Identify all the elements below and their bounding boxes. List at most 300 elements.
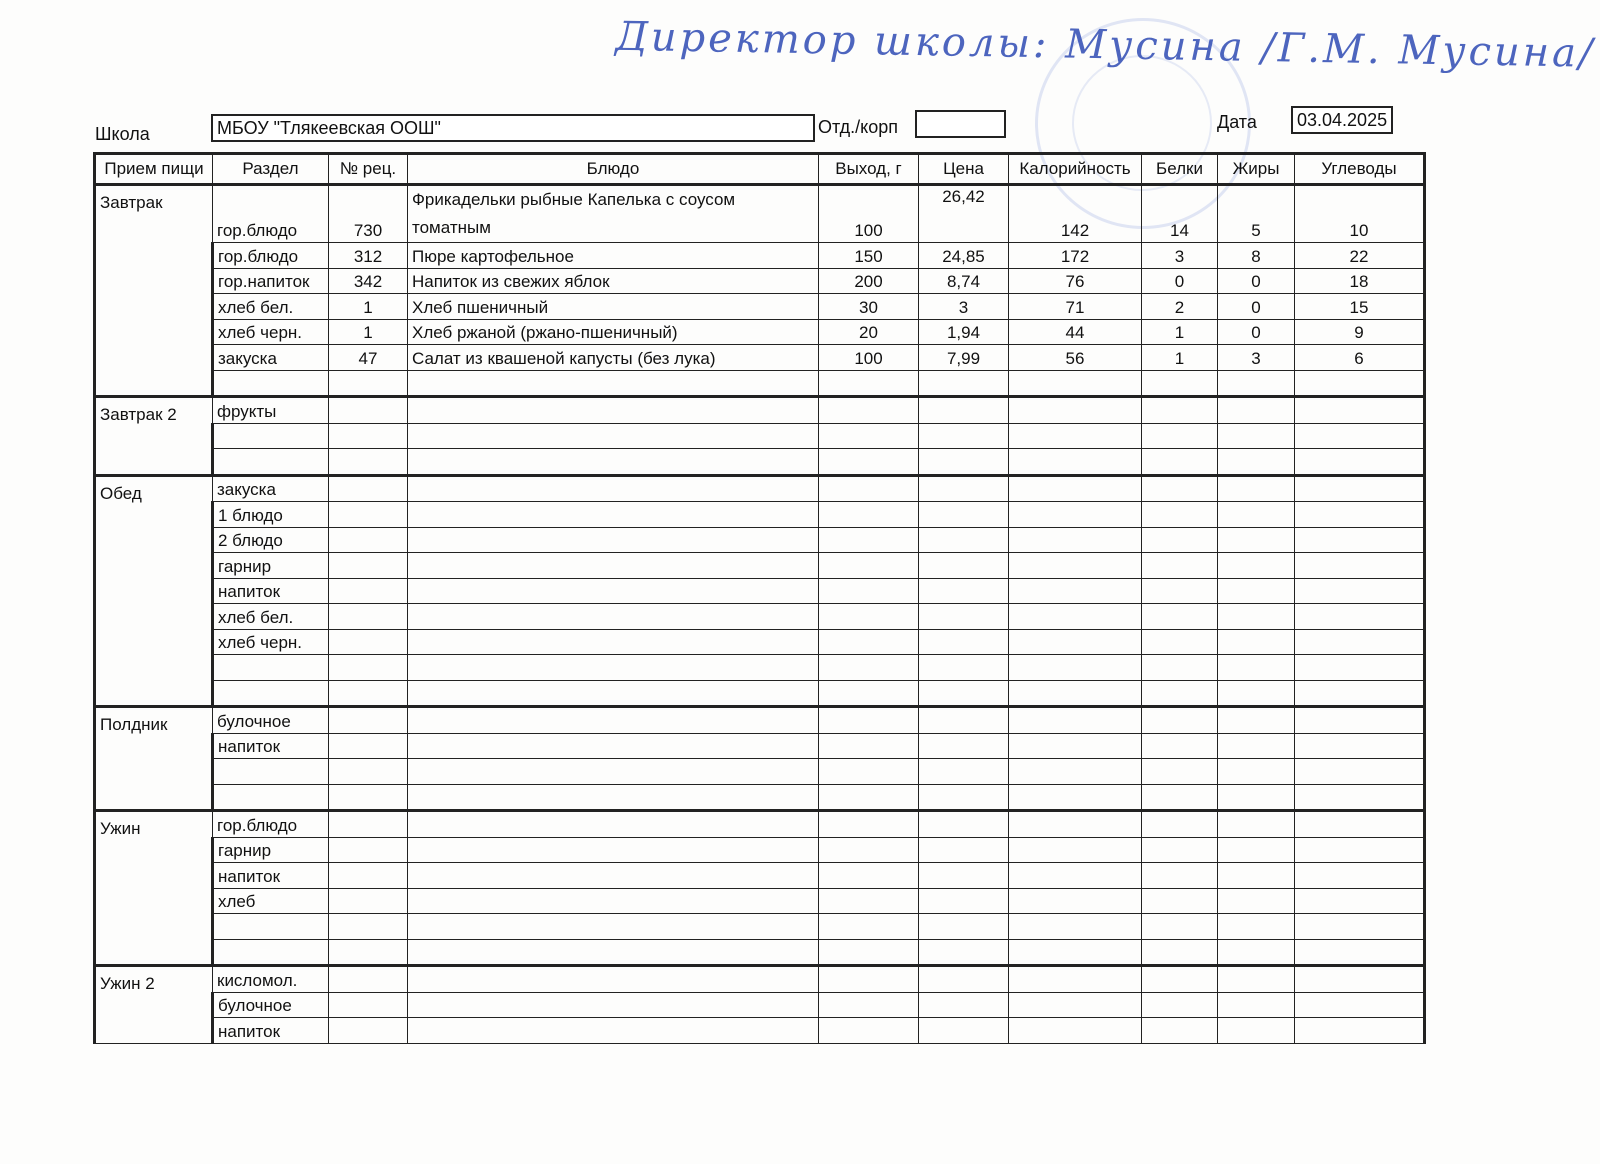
fat-cell [1218,397,1295,424]
price-cell [919,914,1009,940]
recipe-cell: 342 [329,268,408,294]
col-dish: Блюдо [408,154,819,185]
calories-cell [1009,837,1142,863]
table-row [95,578,1425,604]
protein-cell [1142,553,1218,579]
calories-cell: 44 [1009,319,1142,345]
fat-cell: 5 [1218,185,1295,243]
dish-cell [408,939,819,966]
protein-cell [1142,837,1218,863]
recipe-cell [329,863,408,889]
calories-cell [1009,475,1142,502]
price-cell [919,370,1009,397]
section-cell: гарнир [213,837,329,863]
carbs-cell [1295,370,1425,397]
output-cell [819,680,919,707]
fat-cell [1218,655,1295,681]
director-signature: Директор школы: Мусина /Г.М. Мусина/ [614,13,1596,77]
protein-cell: 14 [1142,185,1218,243]
table-row [95,243,1425,269]
table-row [95,811,1425,838]
protein-cell [1142,502,1218,528]
table-row [95,294,1425,320]
output-cell [819,449,919,476]
section-cell: хлеб бел. [213,294,329,320]
table-row [95,345,1425,371]
recipe-cell [329,475,408,502]
dish-cell: Пюре картофельное [408,243,819,269]
price-cell [919,733,1009,759]
protein-cell [1142,578,1218,604]
recipe-cell: 730 [329,185,408,243]
dish-cell [408,502,819,528]
date-label: Дата [1217,112,1257,132]
table-row [95,863,1425,889]
output-cell [819,370,919,397]
carbs-cell [1295,475,1425,502]
calories-cell [1009,759,1142,785]
output-cell: 100 [819,185,919,243]
output-cell [819,502,919,528]
carbs-cell: 15 [1295,294,1425,320]
output-cell: 100 [819,345,919,371]
dish-cell: Салат из квашеной капусты (без лука) [408,345,819,371]
carbs-cell [1295,888,1425,914]
table-row [95,370,1425,397]
section-cell: гор.напиток [213,268,329,294]
table-row [95,1018,1425,1044]
calories-cell [1009,939,1142,966]
price-cell [919,553,1009,579]
section-cell: хлеб бел. [213,604,329,630]
carbs-cell [1295,1018,1425,1044]
calories-cell [1009,655,1142,681]
dish-cell [408,475,819,502]
table-row [95,502,1425,528]
recipe-cell: 47 [329,345,408,371]
section-cell [213,449,329,476]
output-cell [819,888,919,914]
recipe-cell [329,733,408,759]
section-cell: кисломол. [213,966,329,993]
dish-cell [408,604,819,630]
price-cell [919,502,1009,528]
section-cell: закуска [213,475,329,502]
protein-cell [1142,784,1218,811]
table-row [95,604,1425,630]
carbs-cell [1295,553,1425,579]
table-row [95,759,1425,785]
carbs-cell [1295,837,1425,863]
table-row [95,733,1425,759]
section-cell [213,423,329,449]
protein-cell [1142,863,1218,889]
protein-cell [1142,939,1218,966]
price-cell [919,811,1009,838]
dish-cell: Напиток из свежих яблок [408,268,819,294]
recipe-cell [329,707,408,734]
recipe-cell [329,914,408,940]
fat-cell [1218,863,1295,889]
output-cell [819,992,919,1018]
output-cell [819,527,919,553]
carbs-cell [1295,939,1425,966]
recipe-cell [329,784,408,811]
output-cell [819,784,919,811]
price-cell: 26,42 [919,185,1009,243]
price-cell [919,655,1009,681]
output-cell [819,629,919,655]
col-recipe: № рец. [329,154,408,185]
recipe-cell: 312 [329,243,408,269]
dish-cell [408,733,819,759]
fat-cell: 0 [1218,294,1295,320]
protein-cell [1142,397,1218,424]
recipe-cell [329,397,408,424]
table-row [95,527,1425,553]
col-price: Цена [919,154,1009,185]
output-cell: 150 [819,243,919,269]
dish-cell [408,863,819,889]
recipe-cell [329,527,408,553]
section-cell [213,939,329,966]
output-cell: 200 [819,268,919,294]
output-cell [819,397,919,424]
recipe-cell [329,939,408,966]
carbs-cell [1295,502,1425,528]
protein-cell [1142,475,1218,502]
fat-cell [1218,759,1295,785]
fat-cell [1218,707,1295,734]
recipe-cell [329,655,408,681]
price-cell [919,939,1009,966]
fat-cell [1218,1018,1295,1044]
dish-cell [408,992,819,1018]
carbs-cell [1295,527,1425,553]
carbs-cell [1295,655,1425,681]
protein-cell: 1 [1142,319,1218,345]
fat-cell [1218,475,1295,502]
protein-cell [1142,527,1218,553]
section-cell: булочное [213,992,329,1018]
carbs-cell [1295,423,1425,449]
output-cell [819,553,919,579]
price-cell: 1,94 [919,319,1009,345]
protein-cell [1142,733,1218,759]
fat-cell [1218,423,1295,449]
carbs-cell [1295,966,1425,993]
dish-cell [408,784,819,811]
fat-cell: 0 [1218,319,1295,345]
table-row [95,423,1425,449]
recipe-cell [329,837,408,863]
protein-cell [1142,966,1218,993]
table-row [95,655,1425,681]
calories-cell [1009,863,1142,889]
price-cell: 24,85 [919,243,1009,269]
meal-cell: Ужин 2 [95,966,213,1044]
section-cell [213,914,329,940]
carbs-cell [1295,680,1425,707]
dish-cell [408,578,819,604]
section-cell: хлеб [213,888,329,914]
carbs-cell [1295,759,1425,785]
protein-cell: 1 [1142,345,1218,371]
output-cell [819,837,919,863]
table-row [95,707,1425,734]
output-cell: 20 [819,319,919,345]
calories-cell: 56 [1009,345,1142,371]
section-cell: фрукты [213,397,329,424]
calories-cell [1009,811,1142,838]
table-row [95,397,1425,424]
section-cell: хлеб черн. [213,629,329,655]
recipe-cell [329,449,408,476]
calories-cell [1009,604,1142,630]
price-cell [919,759,1009,785]
table-row [95,449,1425,476]
table-row [95,553,1425,579]
price-cell [919,527,1009,553]
price-cell [919,1018,1009,1044]
calories-cell: 76 [1009,268,1142,294]
dish-cell [408,707,819,734]
recipe-cell [329,578,408,604]
table-row [95,966,1425,993]
price-cell [919,629,1009,655]
dish-cell [408,914,819,940]
price-cell [919,966,1009,993]
calories-cell [1009,966,1142,993]
section-cell: 2 блюдо [213,527,329,553]
protein-cell [1142,655,1218,681]
menu-table [93,152,1426,1044]
dish-cell [408,397,819,424]
output-cell [819,733,919,759]
fat-cell [1218,449,1295,476]
calories-cell [1009,397,1142,424]
recipe-cell [329,502,408,528]
fat-cell [1218,370,1295,397]
protein-cell [1142,629,1218,655]
col-carbs: Углеводы [1295,154,1425,185]
price-cell [919,707,1009,734]
fat-cell [1218,914,1295,940]
meal-cell: Обед [95,475,213,707]
calories-cell [1009,1018,1142,1044]
carbs-cell [1295,992,1425,1018]
output-cell [819,759,919,785]
price-cell: 3 [919,294,1009,320]
dish-cell [408,811,819,838]
output-cell [819,578,919,604]
calories-cell [1009,707,1142,734]
dish-cell: Хлеб ржаной (ржано-пшеничный) [408,319,819,345]
dish-cell [408,680,819,707]
section-cell [213,784,329,811]
table-row [95,784,1425,811]
carbs-cell: 6 [1295,345,1425,371]
output-cell: 30 [819,294,919,320]
dish-cell: Фрикадельки рыбные Капелька с соусом томатным [408,185,819,243]
table-row [95,629,1425,655]
carbs-cell: 9 [1295,319,1425,345]
fat-cell [1218,966,1295,993]
calories-cell [1009,680,1142,707]
fat-cell [1218,604,1295,630]
fat-cell [1218,629,1295,655]
table-row [95,888,1425,914]
carbs-cell [1295,578,1425,604]
dish-cell [408,527,819,553]
calories-cell [1009,578,1142,604]
col-meal: Прием пищи [95,154,213,185]
price-cell [919,578,1009,604]
section-cell: булочное [213,707,329,734]
col-output: Выход, г [819,154,919,185]
school-name-field: МБОУ "Тлякеевская ООШ" [211,114,815,142]
section-cell: хлеб черн. [213,319,329,345]
carbs-cell [1295,449,1425,476]
price-cell [919,837,1009,863]
recipe-cell [329,604,408,630]
output-cell [819,1018,919,1044]
calories-cell [1009,449,1142,476]
protein-cell: 3 [1142,243,1218,269]
dish-cell [408,629,819,655]
dish-cell [408,655,819,681]
section-cell: 1 блюдо [213,502,329,528]
section-cell [213,680,329,707]
fat-cell [1218,733,1295,759]
protein-cell [1142,680,1218,707]
calories-cell [1009,733,1142,759]
output-cell [819,655,919,681]
recipe-cell [329,888,408,914]
fat-cell [1218,888,1295,914]
school-label: Школа [95,124,150,144]
carbs-cell [1295,629,1425,655]
section-cell: напиток [213,578,329,604]
protein-cell [1142,370,1218,397]
table-row [95,680,1425,707]
price-cell [919,863,1009,889]
dish-cell [408,370,819,397]
output-cell [819,811,919,838]
carbs-cell [1295,784,1425,811]
calories-cell [1009,992,1142,1018]
table-row [95,475,1425,502]
output-cell [819,939,919,966]
col-section: Раздел [213,154,329,185]
protein-cell: 2 [1142,294,1218,320]
section-cell: гарнир [213,553,329,579]
dish-cell [408,449,819,476]
calories-cell [1009,784,1142,811]
section-cell [213,370,329,397]
carbs-cell [1295,707,1425,734]
recipe-cell [329,423,408,449]
price-cell: 8,74 [919,268,1009,294]
protein-cell [1142,888,1218,914]
calories-cell [1009,502,1142,528]
calories-cell [1009,527,1142,553]
fat-cell [1218,784,1295,811]
department-label: Отд./корп [818,117,898,137]
output-cell [819,423,919,449]
fat-cell [1218,837,1295,863]
carbs-cell [1295,733,1425,759]
dish-cell [408,966,819,993]
protein-cell [1142,759,1218,785]
table-row [95,268,1425,294]
calories-cell: 142 [1009,185,1142,243]
col-protein: Белки [1142,154,1218,185]
output-cell [819,707,919,734]
dish-cell: Хлеб пшеничный [408,294,819,320]
recipe-cell [329,811,408,838]
protein-cell [1142,449,1218,476]
price-cell [919,475,1009,502]
section-cell: напиток [213,733,329,759]
price-cell [919,784,1009,811]
price-cell [919,992,1009,1018]
fat-cell [1218,680,1295,707]
fat-cell [1218,527,1295,553]
recipe-cell: 1 [329,294,408,320]
price-cell [919,888,1009,914]
protein-cell: 0 [1142,268,1218,294]
carbs-cell: 18 [1295,268,1425,294]
recipe-cell [329,966,408,993]
meal-cell: Полдник [95,707,213,811]
recipe-cell [329,992,408,1018]
fat-cell: 8 [1218,243,1295,269]
price-cell: 7,99 [919,345,1009,371]
meal-cell: Завтрак 2 [95,397,213,476]
table-row [95,992,1425,1018]
recipe-cell [329,759,408,785]
fat-cell [1218,553,1295,579]
price-cell [919,680,1009,707]
calories-cell: 172 [1009,243,1142,269]
protein-cell [1142,423,1218,449]
dish-cell [408,1018,819,1044]
table-row [95,319,1425,345]
recipe-cell [329,629,408,655]
calories-cell [1009,423,1142,449]
meal-cell: Ужин [95,811,213,966]
carbs-cell: 22 [1295,243,1425,269]
recipe-cell: 1 [329,319,408,345]
carbs-cell [1295,811,1425,838]
table-row [95,837,1425,863]
output-cell [819,966,919,993]
price-cell [919,449,1009,476]
meal-cell: Завтрак [95,185,213,397]
calories-cell: 71 [1009,294,1142,320]
calories-cell [1009,553,1142,579]
protein-cell [1142,992,1218,1018]
section-cell [213,759,329,785]
section-cell: закуска [213,345,329,371]
fat-cell: 3 [1218,345,1295,371]
dish-cell [408,759,819,785]
col-calories: Калорийность [1009,154,1142,185]
output-cell [819,475,919,502]
dish-cell [408,553,819,579]
fat-cell: 0 [1218,268,1295,294]
